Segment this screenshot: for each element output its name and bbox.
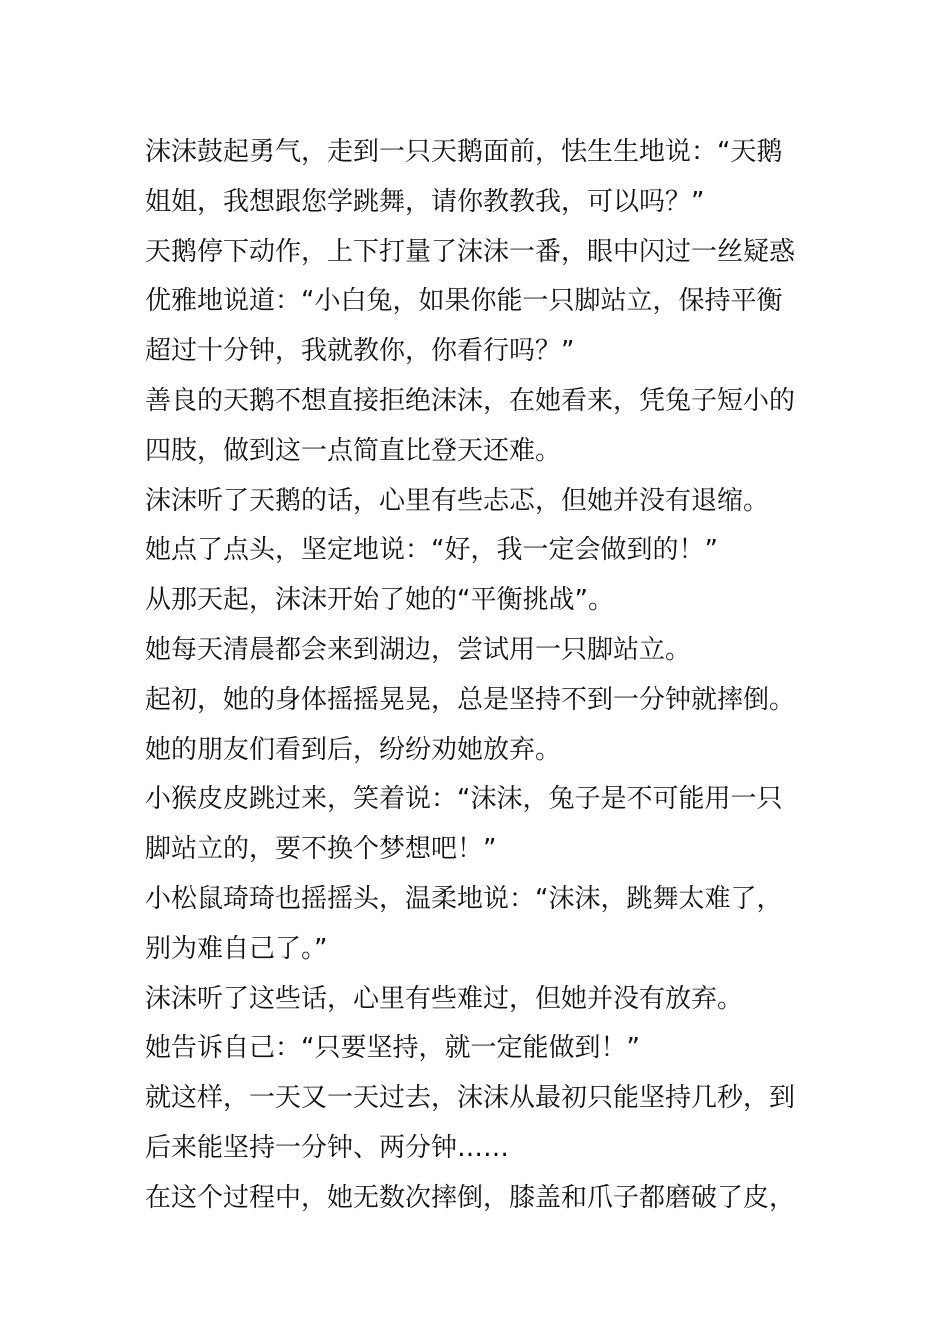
text-line: 别为难自己了。” [145,933,328,964]
text-line: 小松鼠琦琦也摇摇头，温柔地说：“沫沫，跳舞太难了， [145,883,783,914]
text-line: 优雅地说道：“小白兔，如果你能一只脚站立，保持平衡 [145,286,783,317]
text-line: 沫沫听了这些话，心里有些难过，但她并没有放弃。 [145,983,744,1014]
text-line: 四肢，做到这一点简直比登天还难。 [145,435,562,466]
text-line: 就这样，一天又一天过去，沫沫从最初只能坚持几秒，到 [145,1083,796,1114]
text-line: 她每天清晨都会来到湖边，尝试用一只脚站立。 [145,634,692,665]
text-line: 她点了点头，坚定地说：“好，我一定会做到的！” [145,535,718,566]
text-line: 天鹅停下动作，上下打量了沫沫一番，眼中闪过一丝疑惑 [145,236,796,267]
text-line: 起初，她的身体摇摇晃晃，总是坚持不到一分钟就摔倒。 [145,684,796,715]
text-line: 后来能坚持一分钟、两分钟…… [145,1132,510,1163]
text-line: 姐姐，我想跟您学跳舞，请你教教我，可以吗？” [145,186,705,217]
story-text [145,128,815,1224]
text-line: 沫沫鼓起勇气，走到一只天鹅面前，怯生生地说：“天鹅 [145,137,783,167]
text-line: 善良的天鹅不想直接拒绝沫沫，在她看来，凭兔子短小的 [145,385,796,416]
text-line: 脚站立的，要不换个梦想吧！” [145,834,497,865]
text-line: 小猴皮皮跳过来，笑着说：“沫沫，兔子是不可能用一只 [145,784,783,815]
text-line: 她的朋友们看到后，纷纷劝她放弃。 [145,734,562,765]
text-line: 沫沫听了天鹅的话，心里有些忐忑，但她并没有退缩。 [145,485,770,516]
text-line: 在这个过程中，她无数次摔倒，膝盖和爪子都磨破了皮， [145,1182,796,1213]
text-line: 超过十分钟，我就教你，你看行吗？” [145,336,575,367]
text-line: 从那天起，沫沫开始了她的“平衡挑战”。 [145,585,614,616]
text-line: 她告诉自己：“只要坚持，就一定能做到！” [145,1033,640,1064]
